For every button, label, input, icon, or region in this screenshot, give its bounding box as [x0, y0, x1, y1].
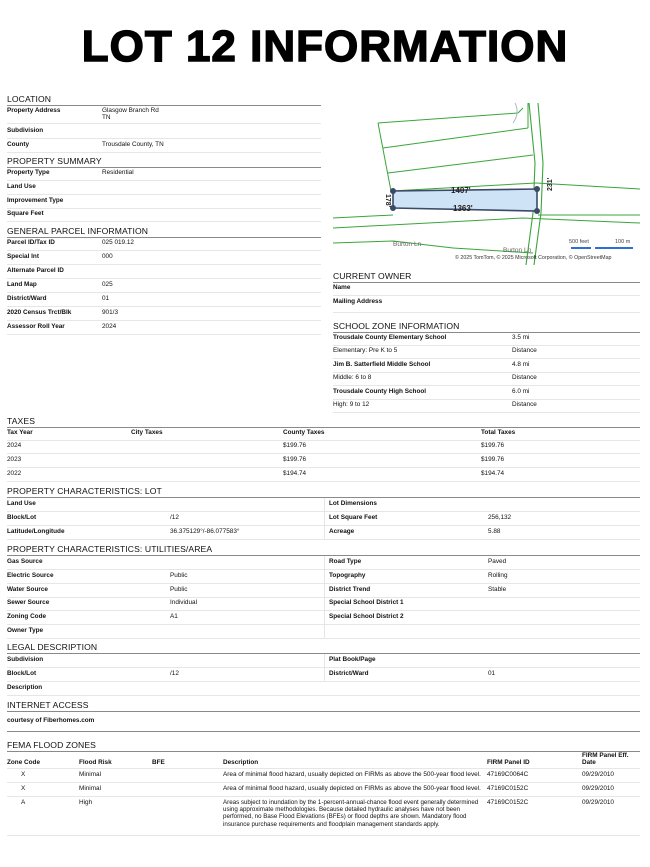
school-distance: 6.0 mi: [512, 388, 530, 395]
lot-square-feet-value: 256,132: [488, 514, 512, 521]
location-heading: LOCATION: [7, 94, 321, 106]
column-header: Zone Code: [7, 759, 41, 766]
zone-code: X: [21, 771, 26, 778]
column-header: Total Taxes: [481, 429, 516, 436]
school-distance: 3.5 mi: [512, 334, 530, 341]
sewer-source-label: Sewer Source: [7, 599, 50, 606]
flood-risk: Minimal: [79, 785, 102, 792]
internet-row: [7, 715, 640, 732]
alternate-parcel-label: Alternate Parcel ID: [7, 267, 64, 274]
plat-book-label: Plat Book/Page: [329, 656, 376, 663]
table-row: [7, 195, 321, 209]
parcel-id-label: Parcel ID/Tax ID: [7, 239, 55, 246]
table-row: [7, 668, 640, 682]
map-scale-feet: 500 feet: [569, 239, 589, 245]
county-value: Trousdale County, TN: [102, 141, 164, 148]
table-row: [7, 797, 640, 836]
firm-panel-id: 47169C0152C: [487, 799, 529, 806]
table-row: [7, 526, 640, 540]
property-type-label: Property Type: [7, 169, 50, 176]
table-row: [7, 307, 321, 321]
list-item: [333, 386, 640, 400]
table-row: [7, 682, 640, 696]
flood-risk: Minimal: [79, 771, 102, 778]
improvement-type-label: Improvement Type: [7, 197, 64, 204]
table-row: [7, 321, 321, 335]
census-label: 2020 Census Trct/Blk: [7, 309, 72, 316]
flood-description: Areas subject to inundation by the 1-percent-annual-chance flood event generally determined using approximate methodologies. Because detailed hydraulic analyses have not been performed, no Base Flood Elevations (BFEs) or flood depths are shown. Mandatory flood insurance purchase requirements and floodplain management standards apply.: [223, 799, 479, 828]
firm-panel-date: 09/29/2010: [582, 771, 614, 778]
subdivision-label: Subdivision: [7, 127, 44, 134]
land-use-label: Land Use: [7, 500, 36, 507]
census-value: 901/3: [102, 309, 118, 316]
map-label-bottom: 1363': [453, 204, 473, 213]
property-summary-heading: PROPERTY SUMMARY: [7, 156, 321, 168]
tax-year: 2024: [7, 442, 22, 449]
table-header: [7, 752, 640, 769]
school-zone-heading: SCHOOL ZONE INFORMATION: [333, 321, 640, 333]
topography-label: Topography: [329, 572, 366, 579]
roll-year-value: 2024: [102, 323, 117, 330]
table-row: [7, 512, 640, 526]
table-row: [7, 279, 321, 293]
land-map-label: Land Map: [7, 281, 37, 288]
acreage-value: 5.88: [488, 528, 501, 535]
taxes-heading: TAXES: [7, 416, 640, 428]
gas-source-label: Gas Source: [7, 558, 43, 565]
parcel-id-value: 025 019.12: [102, 239, 134, 246]
sewer-source-value: Individual: [170, 599, 198, 606]
electric-source-value: Public: [170, 572, 188, 579]
zoning-code-label: Zoning Code: [7, 613, 47, 620]
county-taxes: $199.76: [283, 456, 307, 463]
characteristics-utilities-heading: PROPERTY CHARACTERISTICS: UTILITIES/AREA: [7, 544, 640, 556]
total-taxes: $199.76: [481, 442, 505, 449]
column-header: FIRM Panel Eff. Date: [582, 752, 629, 766]
table-row: [7, 611, 640, 625]
legal-heading: LEGAL DESCRIPTION: [7, 642, 640, 654]
map-scale-meters: 100 m: [615, 239, 631, 245]
table-row: [7, 293, 321, 307]
special-int-value: 000: [102, 253, 113, 260]
table-row: [333, 296, 640, 313]
table-row: [7, 440, 640, 454]
county-taxes: $199.76: [283, 442, 307, 449]
list-item: [333, 345, 640, 359]
school-name: Trousdale County Elementary School: [333, 334, 447, 341]
page-title: LOT 12 INFORMATION: [81, 22, 569, 71]
school-district-2-label: Special School District 2: [329, 613, 404, 620]
column-header: Flood Risk: [79, 759, 112, 766]
list-item: [333, 399, 640, 413]
school-name: Trousdale County High School: [333, 388, 427, 395]
table-row: [7, 584, 640, 598]
table-row: [7, 498, 640, 512]
block-lot-label: Block/Lot: [7, 514, 37, 521]
list-item: [333, 332, 640, 346]
map-attribution: © 2025 TomTom, © 2025 Microsoft Corporation, © OpenStreetMap: [455, 255, 612, 261]
total-taxes: $194.74: [481, 470, 505, 477]
school-distance-label: Distance: [512, 374, 537, 381]
road-type-label: Road Type: [329, 558, 362, 565]
table-row: [7, 570, 640, 584]
land-map-value: 025: [102, 281, 113, 288]
internet-provider: courtesy of Fiberhomes.com: [7, 717, 95, 724]
table-row: [7, 251, 321, 265]
characteristics-lot-heading: PROPERTY CHARACTERISTICS: LOT: [7, 486, 640, 498]
legal-district-ward-label: District/Ward: [329, 670, 369, 677]
firm-panel-id: 47169C0152C: [487, 785, 529, 792]
map-label-left: 178': [384, 194, 391, 208]
district-ward-value: 01: [102, 295, 110, 302]
column-header: County Taxes: [283, 429, 325, 436]
water-source-label: Water Source: [7, 586, 48, 593]
flood-risk: High: [79, 799, 93, 806]
description-label: Description: [7, 684, 43, 691]
school-name: Jim B. Satterfield Middle School: [333, 361, 431, 368]
table-row: [7, 181, 321, 195]
school-grades: Middle: 6 to 8: [333, 374, 372, 381]
table-row: [7, 783, 640, 797]
firm-panel-date: 09/29/2010: [582, 799, 614, 806]
table-row: [7, 265, 321, 279]
map-label-right: 231': [547, 177, 554, 191]
water-source-value: Public: [170, 586, 188, 593]
flood-description: Area of minimal flood hazard, usually depicted on FIRMs as above the 500-year flood level.: [223, 771, 481, 778]
property-address-label: Property Address: [7, 107, 61, 114]
district-ward-label: District/Ward: [7, 295, 47, 302]
school-grades: High: 9 to 12: [333, 401, 370, 408]
table-row: [7, 654, 640, 668]
topography-value: Rolling: [488, 572, 508, 579]
current-owner-heading: CURRENT OWNER: [333, 271, 640, 283]
school-distance: 4.8 mi: [512, 361, 530, 368]
table-header: [7, 427, 640, 441]
table-row: [7, 125, 321, 139]
legal-block-lot-label: Block/Lot: [7, 670, 37, 677]
zone-code: A: [21, 799, 26, 806]
table-row: [7, 139, 321, 153]
table-row: [7, 454, 640, 468]
fema-heading: FEMA FLOOD ZONES: [7, 740, 640, 752]
county-label: County: [7, 141, 30, 148]
internet-heading: INTERNET ACCESS: [7, 700, 640, 712]
zoning-code-value: A1: [170, 613, 178, 620]
county-taxes: $194.74: [283, 470, 307, 477]
land-use-label: Land Use: [7, 183, 36, 190]
district-trend-label: District Trend: [329, 586, 371, 593]
table-row: [7, 208, 321, 222]
owner-name-label: Name: [333, 284, 351, 291]
list-item: [333, 359, 640, 373]
lot-dimensions-label: Lot Dimensions: [329, 500, 377, 507]
school-grades: Elementary: Pre K to 5: [333, 347, 398, 354]
map-road-label-2: Burton Ln: [503, 247, 532, 254]
property-type-value: Residential: [102, 169, 134, 176]
column-header: City Taxes: [131, 429, 163, 436]
general-parcel-heading: GENERAL PARCEL INFORMATION: [7, 226, 321, 238]
parcel-map-graphic: [333, 103, 640, 265]
total-taxes: $199.76: [481, 456, 505, 463]
lat-long-label: Latitude/Longitude: [7, 528, 65, 535]
mailing-address-label: Mailing Address: [333, 298, 383, 305]
table-row: [7, 237, 321, 251]
acreage-label: Acreage: [329, 528, 355, 535]
tax-year: 2022: [7, 470, 22, 477]
roll-year-label: Assessor Roll Year: [7, 323, 65, 330]
lat-long-value: 36.375129°/-86.077583°: [170, 528, 240, 535]
special-int-label: Special Int: [7, 253, 39, 260]
district-trend-value: Stable: [488, 586, 507, 593]
column-header: Description: [223, 759, 259, 766]
column-header: Tax Year: [7, 429, 33, 436]
lot-square-feet-label: Lot Square Feet: [329, 514, 378, 521]
property-address-value: Glasgow Branch Rd: [102, 107, 159, 114]
table-row: [7, 597, 640, 611]
column-header: BFE: [152, 759, 165, 766]
block-lot-value: /12: [170, 514, 179, 521]
map-label-top: 1407': [451, 186, 471, 195]
map-road-label: Burton Ln: [393, 241, 422, 248]
table-row: [7, 625, 640, 639]
school-district-1-label: Special School District 1: [329, 599, 404, 606]
column-header: FIRM Panel ID: [487, 759, 530, 766]
flood-description: Area of minimal flood hazard, usually depicted on FIRMs as above the 500-year flood level.: [223, 785, 481, 792]
owner-type-label: Owner Type: [7, 627, 44, 634]
firm-panel-date: 09/29/2010: [582, 785, 614, 792]
table-row: [7, 769, 640, 783]
firm-panel-id: 47169C0064C: [487, 771, 529, 778]
table-row: [7, 556, 640, 570]
table-row: [7, 105, 321, 124]
school-distance-label: Distance: [512, 401, 537, 408]
property-address-state: TN: [102, 114, 111, 121]
parcel-map[interactable]: [333, 103, 640, 265]
school-distance-label: Distance: [512, 347, 537, 354]
table-row: [7, 167, 321, 181]
zone-code: X: [21, 785, 26, 792]
list-item: [333, 372, 640, 386]
legal-subdivision-label: Subdivision: [7, 656, 44, 663]
electric-source-label: Electric Source: [7, 572, 54, 579]
square-feet-label: Square Feet: [7, 210, 44, 217]
table-row: [7, 468, 640, 482]
legal-district-ward-value: 01: [488, 670, 496, 677]
table-row: [333, 282, 640, 296]
legal-block-lot-value: /12: [170, 670, 179, 677]
tax-year: 2023: [7, 456, 22, 463]
road-type-value: Paved: [488, 558, 507, 565]
